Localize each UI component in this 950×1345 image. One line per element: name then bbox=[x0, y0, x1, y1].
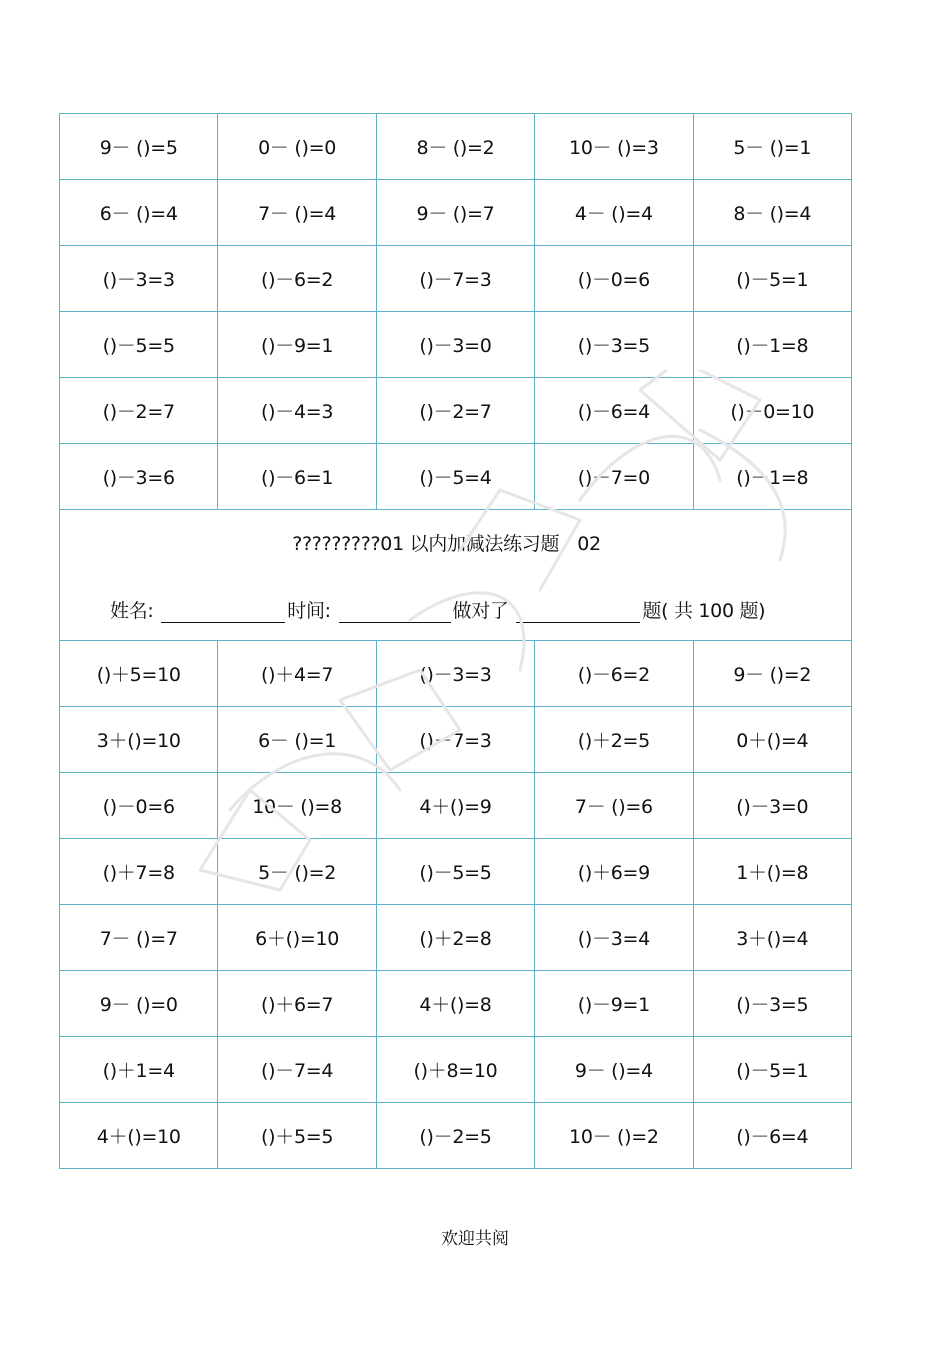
problem-cell: ()－5=4 bbox=[376, 444, 534, 510]
problem-cell: ()－3=3 bbox=[376, 641, 534, 707]
problem-cell: 10－ ()=2 bbox=[535, 1103, 693, 1169]
problem-cell: ()－4=3 bbox=[218, 378, 376, 444]
problem-cell: 10－ ()=8 bbox=[218, 773, 376, 839]
problem-cell: 6－ ()=1 bbox=[218, 707, 376, 773]
problem-cell: 4＋()=8 bbox=[376, 971, 534, 1037]
problem-cell: 9－ ()=0 bbox=[60, 971, 218, 1037]
problem-cell: ()－7=3 bbox=[376, 707, 534, 773]
problem-cell: ()－5=1 bbox=[693, 1037, 851, 1103]
problem-cell: ()－1=8 bbox=[693, 312, 851, 378]
problem-cell: ()－5=1 bbox=[693, 246, 851, 312]
problem-cell: 10－ ()=3 bbox=[535, 114, 693, 180]
top-problems bbox=[60, 114, 852, 510]
problem-row bbox=[60, 773, 852, 839]
problem-cell: ()＋5=10 bbox=[60, 641, 218, 707]
problem-cell: 8－ ()=2 bbox=[376, 114, 534, 180]
problem-row bbox=[60, 707, 852, 773]
footer-text: 欢迎共阅 bbox=[441, 1229, 509, 1249]
problem-cell: ()＋1=4 bbox=[60, 1037, 218, 1103]
problem-cell: ()－7=3 bbox=[376, 246, 534, 312]
bottom-problems bbox=[60, 641, 852, 1169]
problem-cell: 7－ ()=4 bbox=[218, 180, 376, 246]
problem-cell: ()＋8=10 bbox=[376, 1037, 534, 1103]
problem-cell: ()－6=1 bbox=[218, 444, 376, 510]
problem-row bbox=[60, 444, 852, 510]
problem-cell: ()－6=4 bbox=[693, 1103, 851, 1169]
problem-cell: ()－6=4 bbox=[535, 378, 693, 444]
problem-cell: ()＋4=7 bbox=[218, 641, 376, 707]
problem-cell: 4－ ()=4 bbox=[535, 180, 693, 246]
worksheet-header bbox=[60, 510, 852, 641]
problem-cell: ()－3=0 bbox=[376, 312, 534, 378]
problem-cell: 6＋()=10 bbox=[218, 905, 376, 971]
problem-row bbox=[60, 378, 852, 444]
problem-cell: 1＋()=8 bbox=[693, 839, 851, 905]
problem-row bbox=[60, 312, 852, 378]
correct-count-blank[interactable] bbox=[516, 604, 640, 623]
problem-row bbox=[60, 641, 852, 707]
problem-cell: 9－ ()=2 bbox=[693, 641, 851, 707]
problem-cell: ()－3=0 bbox=[693, 773, 851, 839]
problem-cell: 0＋()=4 bbox=[693, 707, 851, 773]
problem-cell: ()＋2=8 bbox=[376, 905, 534, 971]
name-blank[interactable] bbox=[161, 604, 285, 623]
name-label: 姓名: bbox=[110, 600, 154, 622]
problem-cell: 3＋()=10 bbox=[60, 707, 218, 773]
problem-cell: ()－6=2 bbox=[218, 246, 376, 312]
problem-cell: 4＋()=10 bbox=[60, 1103, 218, 1169]
problem-cell: ()－0=6 bbox=[535, 246, 693, 312]
problem-row bbox=[60, 246, 852, 312]
time-blank[interactable] bbox=[339, 604, 451, 623]
total-label: 题( 共 100 题) bbox=[642, 600, 766, 622]
problem-cell: ()＋6=7 bbox=[218, 971, 376, 1037]
problem-cell: ()－3=3 bbox=[60, 246, 218, 312]
problem-row bbox=[60, 839, 852, 905]
worksheet-title: ?????????01 以内加减法练习题 bbox=[292, 533, 560, 555]
problem-cell: 5－ ()=1 bbox=[693, 114, 851, 180]
problem-cell: ()＋6=9 bbox=[535, 839, 693, 905]
problem-cell: 9－ ()=5 bbox=[60, 114, 218, 180]
problem-cell: ()－3=4 bbox=[535, 905, 693, 971]
problem-cell: ()＋5=5 bbox=[218, 1103, 376, 1169]
problem-row bbox=[60, 114, 852, 180]
problem-cell: ()－0=10 bbox=[693, 378, 851, 444]
problem-cell: ()－2=5 bbox=[376, 1103, 534, 1169]
problem-cell: ()＋7=8 bbox=[60, 839, 218, 905]
problem-cell: ()－5=5 bbox=[60, 312, 218, 378]
problem-cell: 5－ ()=2 bbox=[218, 839, 376, 905]
problem-row bbox=[60, 971, 852, 1037]
problem-cell: ()－3=5 bbox=[693, 971, 851, 1037]
problem-cell: ()－1=8 bbox=[693, 444, 851, 510]
problem-cell: 8－ ()=4 bbox=[693, 180, 851, 246]
problem-cell: ()－9=1 bbox=[535, 971, 693, 1037]
time-label: 时间: bbox=[287, 600, 331, 622]
problem-row bbox=[60, 905, 852, 971]
problem-cell: ()－2=7 bbox=[60, 378, 218, 444]
problem-row bbox=[60, 1103, 852, 1169]
problem-cell: ()－9=1 bbox=[218, 312, 376, 378]
problem-cell: 7－ ()=7 bbox=[60, 905, 218, 971]
worksheet-number: 02 bbox=[577, 533, 601, 555]
problem-cell: 7－ ()=6 bbox=[535, 773, 693, 839]
problem-cell: ()＋2=5 bbox=[535, 707, 693, 773]
problem-cell: 6－ ()=4 bbox=[60, 180, 218, 246]
correct-label: 做对了 bbox=[452, 600, 509, 622]
student-info-line bbox=[60, 596, 851, 623]
problem-cell: ()－3=6 bbox=[60, 444, 218, 510]
problem-cell: ()－5=5 bbox=[376, 839, 534, 905]
problem-cell: ()－3=5 bbox=[535, 312, 693, 378]
problem-cell: 9－ ()=4 bbox=[535, 1037, 693, 1103]
problem-cell: ()－0=6 bbox=[60, 773, 218, 839]
problem-row bbox=[60, 180, 852, 246]
worksheet-title-line bbox=[60, 529, 851, 556]
problem-cell: ()－7=0 bbox=[535, 444, 693, 510]
worksheet-table bbox=[59, 113, 852, 1169]
problem-cell: ()－7=4 bbox=[218, 1037, 376, 1103]
problem-cell: 4＋()=9 bbox=[376, 773, 534, 839]
problem-cell: 9－ ()=7 bbox=[376, 180, 534, 246]
problem-row bbox=[60, 1037, 852, 1103]
problem-cell: ()－6=2 bbox=[535, 641, 693, 707]
problem-cell: 3＋()=4 bbox=[693, 905, 851, 971]
problem-cell: ()－2=7 bbox=[376, 378, 534, 444]
problem-cell: 0－ ()=0 bbox=[218, 114, 376, 180]
